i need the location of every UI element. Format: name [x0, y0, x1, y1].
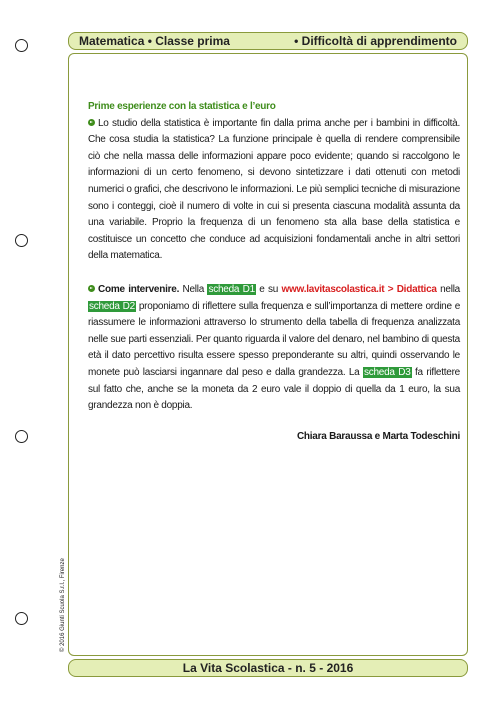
binder-hole-upper: [15, 234, 28, 247]
header-subject: Matematica • Classe prima: [79, 34, 230, 48]
intervention-text-1: Nella: [179, 283, 208, 295]
paragraph-intro: [88, 116, 460, 265]
header-topic: • Difficoltà di apprendimento: [294, 34, 457, 48]
binder-hole-lower: [15, 430, 28, 443]
paragraph-intro-text: Lo studio della statistica è importante fin dalla prima anche per i bambini in difficoltà. Che cosa studia la statistica? La funzione principale è quella di rendere comprensibile ciò che nella massa delle informazioni appare poco evidente; quando si raccolgono le informazioni di un certo fenomeno, si devono sintetizzare i dati ottenuti con metodi numerici o grafici, che descrivono le informazioni. Le più semplici tecniche di misurazione sono i conteggi, cioè il numero di volte in cui si presenta ciascuna modalità assunta da una variabile. Proprio la frequenza di un fenomeno sta alla base della statistica e costituisce un concetto che conduce ad acquisizioni fondamentali anche in altri settori della matematica.: [88, 117, 460, 262]
bullet-arrow-icon: [88, 119, 95, 126]
article-authors: Chiara Baraussa e Marta Todeschini: [296, 430, 460, 442]
intervention-text-3: nella: [436, 283, 460, 295]
article-title: Prime esperienze con la statistica e l’euro: [88, 101, 276, 112]
paragraph-intervention: [88, 282, 460, 415]
intervention-text-2: e su: [255, 283, 282, 295]
website-link[interactable]: www.lavitascolastica.it > Didattica: [281, 283, 437, 295]
scheda-d1-tag: scheda D1: [208, 283, 255, 295]
bullet-arrow-icon: [88, 285, 95, 292]
scheda-d3-tag: scheda D3: [363, 366, 411, 378]
binder-hole-top: [15, 39, 28, 52]
intervention-text-4: proponiamo di riflettere sulla frequenza e sull’importanza di mettere ordine e riassumere le informazioni attraverso lo strumento della tabella di frequenza analizzata nelle sue parti essenziali. Per quanto riguarda il valore del denaro, nel bambino di questa età il dato percettivo risulta essere spesso preponderante su altri, quindi osservando le monete può lasciarsi ingannare dal peso e dalla grandezza. La: [88, 300, 461, 378]
copyright-notice: © 2016 Giunti Scuola S.r.l., Firenze: [60, 558, 66, 652]
scheda-d2-tag: scheda D2: [89, 300, 135, 312]
page-header: [68, 32, 468, 50]
intervention-text-5: fa riflettere sul fatto che, anche se la moneta da 2 euro vale il doppio di quella da 1 euro, la sua grandezza non è doppia.: [88, 366, 460, 412]
binder-hole-bottom: [15, 612, 28, 625]
intervention-lead: Come intervenire.: [98, 283, 180, 295]
page-footer: La Vita Scolastica - n. 5 - 2016: [68, 659, 468, 677]
article: [88, 99, 460, 445]
